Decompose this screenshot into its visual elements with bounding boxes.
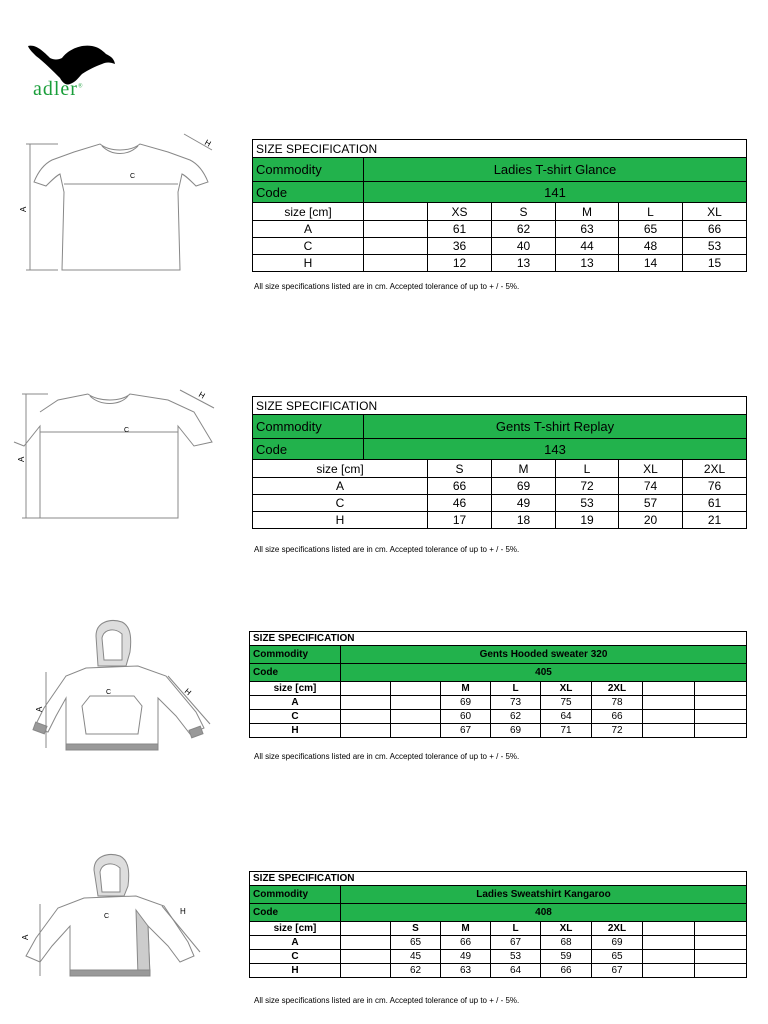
code-label: Code	[250, 664, 341, 682]
row-label: H	[253, 512, 428, 529]
value-cell: 60	[441, 710, 491, 724]
tolerance-note: All size specifications listed are in cm. Accepted tolerance of up to + / - 5%.	[254, 752, 520, 761]
size-label: size [cm]	[250, 682, 341, 696]
value-cell: 17	[428, 512, 492, 529]
size-cell	[341, 682, 391, 696]
size-cell: XL	[619, 460, 683, 478]
label-h: H	[203, 137, 213, 149]
size-table-product-4	[249, 871, 747, 978]
size-cell: L	[491, 922, 541, 936]
code-value: 405	[341, 664, 747, 682]
value-cell	[695, 724, 747, 738]
value-cell: 65	[619, 221, 683, 238]
value-cell: 12	[428, 255, 492, 272]
row-label: H	[250, 964, 341, 978]
size-table-product-3	[249, 631, 747, 738]
value-cell	[643, 936, 695, 950]
value-cell: 66	[683, 221, 747, 238]
value-cell	[391, 710, 441, 724]
value-cell: 45	[391, 950, 441, 964]
size-cell: XL	[541, 922, 592, 936]
value-cell: 66	[541, 964, 592, 978]
label-a: A	[21, 934, 30, 940]
label-a: A	[35, 706, 44, 712]
value-cell	[643, 964, 695, 978]
value-cell	[695, 696, 747, 710]
value-cell: 44	[556, 238, 619, 255]
value-cell: 69	[441, 696, 491, 710]
value-cell	[364, 255, 428, 272]
size-label: size [cm]	[253, 460, 428, 478]
value-cell: 57	[619, 495, 683, 512]
commodity-name: Gents T-shirt Replay	[364, 415, 747, 439]
row-label: C	[250, 950, 341, 964]
size-cell: L	[556, 460, 619, 478]
value-cell: 67	[491, 936, 541, 950]
value-cell	[364, 221, 428, 238]
value-cell	[341, 710, 391, 724]
value-cell: 67	[592, 964, 643, 978]
size-label: size [cm]	[250, 922, 341, 936]
value-cell: 62	[492, 221, 556, 238]
label-h: H	[197, 389, 207, 401]
value-cell	[391, 696, 441, 710]
value-cell: 20	[619, 512, 683, 529]
value-cell: 14	[619, 255, 683, 272]
value-cell	[341, 964, 391, 978]
value-cell	[643, 724, 695, 738]
size-cell	[364, 203, 428, 221]
label-a: A	[19, 206, 28, 212]
gents-tshirt-diagram	[18, 382, 230, 522]
row-label: H	[250, 724, 341, 738]
code-label: Code	[250, 904, 341, 922]
value-cell: 61	[428, 221, 492, 238]
value-cell: 74	[619, 478, 683, 495]
value-cell: 63	[441, 964, 491, 978]
code-label: Code	[253, 439, 364, 460]
value-cell: 53	[556, 495, 619, 512]
commodity-name: Ladies T-shirt Glance	[364, 158, 747, 182]
size-label: size [cm]	[253, 203, 364, 221]
value-cell: 66	[428, 478, 492, 495]
size-cell: S	[428, 460, 492, 478]
value-cell	[341, 936, 391, 950]
size-cell	[695, 922, 747, 936]
value-cell	[695, 710, 747, 724]
size-cell: 2XL	[683, 460, 747, 478]
code-value: 408	[341, 904, 747, 922]
commodity-name: Gents Hooded sweater 320	[341, 646, 747, 664]
size-cell	[643, 922, 695, 936]
value-cell: 13	[492, 255, 556, 272]
value-cell: 72	[556, 478, 619, 495]
size-cell: XL	[541, 682, 592, 696]
size-cell	[341, 922, 391, 936]
value-cell: 65	[391, 936, 441, 950]
value-cell: 75	[541, 696, 592, 710]
value-cell	[643, 696, 695, 710]
value-cell: 66	[441, 936, 491, 950]
size-cell: S	[492, 203, 556, 221]
size-cell	[391, 682, 441, 696]
size-cell: 2XL	[592, 922, 643, 936]
size-cell: XS	[428, 203, 492, 221]
value-cell: 15	[683, 255, 747, 272]
size-cell: M	[441, 922, 491, 936]
table-heading: SIZE SPECIFICATION	[253, 140, 747, 158]
ladies-sweatshirt-diagram	[18, 852, 210, 984]
value-cell: 71	[541, 724, 592, 738]
value-cell	[695, 950, 747, 964]
value-cell: 64	[491, 964, 541, 978]
value-cell: 18	[492, 512, 556, 529]
size-cell: M	[556, 203, 619, 221]
value-cell: 76	[683, 478, 747, 495]
value-cell: 73	[491, 696, 541, 710]
value-cell: 67	[441, 724, 491, 738]
row-label: C	[253, 495, 428, 512]
label-h: H	[180, 907, 186, 916]
value-cell: 49	[492, 495, 556, 512]
value-cell: 69	[491, 724, 541, 738]
value-cell: 40	[492, 238, 556, 255]
size-cell: M	[492, 460, 556, 478]
label-c: C	[106, 689, 112, 696]
value-cell: 63	[556, 221, 619, 238]
value-cell: 64	[541, 710, 592, 724]
size-cell: M	[441, 682, 491, 696]
label-h: H	[182, 686, 193, 698]
size-cell: S	[391, 922, 441, 936]
size-cell: XL	[683, 203, 747, 221]
value-cell	[341, 950, 391, 964]
value-cell: 13	[556, 255, 619, 272]
label-c: C	[104, 913, 110, 920]
table-heading: SIZE SPECIFICATION	[253, 397, 747, 415]
commodity-name: Ladies Sweatshirt Kangaroo	[341, 886, 747, 904]
code-value: 141	[364, 182, 747, 203]
value-cell: 46	[428, 495, 492, 512]
size-cell	[695, 682, 747, 696]
commodity-label: Commodity	[250, 646, 341, 664]
value-cell: 78	[592, 696, 643, 710]
size-cell: L	[491, 682, 541, 696]
value-cell: 68	[541, 936, 592, 950]
value-cell: 69	[592, 936, 643, 950]
table-heading: SIZE SPECIFICATION	[250, 632, 747, 646]
value-cell: 53	[683, 238, 747, 255]
value-cell: 62	[391, 964, 441, 978]
row-label: C	[253, 238, 364, 255]
value-cell	[643, 950, 695, 964]
value-cell: 49	[441, 950, 491, 964]
tolerance-note: All size specifications listed are in cm. Accepted tolerance of up to + / - 5%.	[254, 545, 520, 554]
value-cell: 72	[592, 724, 643, 738]
tolerance-note: All size specifications listed are in cm. Accepted tolerance of up to + / - 5%.	[254, 996, 520, 1005]
value-cell: 69	[492, 478, 556, 495]
value-cell: 66	[592, 710, 643, 724]
value-cell: 59	[541, 950, 592, 964]
value-cell: 53	[491, 950, 541, 964]
value-cell: 36	[428, 238, 492, 255]
brand-wordmark: adler®	[33, 78, 84, 100]
commodity-label: Commodity	[253, 158, 364, 182]
value-cell: 62	[491, 710, 541, 724]
ladies-tshirt-diagram	[18, 122, 230, 280]
code-value: 143	[364, 439, 747, 460]
value-cell	[391, 724, 441, 738]
row-label: A	[253, 478, 428, 495]
commodity-label: Commodity	[253, 415, 364, 439]
value-cell	[341, 696, 391, 710]
code-label: Code	[253, 182, 364, 203]
label-c: C	[130, 173, 136, 180]
gents-hooded-sweater-diagram	[26, 616, 218, 766]
value-cell: 19	[556, 512, 619, 529]
value-cell: 61	[683, 495, 747, 512]
value-cell: 21	[683, 512, 747, 529]
row-label: A	[253, 221, 364, 238]
value-cell	[695, 936, 747, 950]
size-cell: 2XL	[592, 682, 643, 696]
value-cell	[643, 710, 695, 724]
label-c: C	[124, 427, 130, 434]
value-cell	[364, 238, 428, 255]
commodity-label: Commodity	[250, 886, 341, 904]
row-label: C	[250, 710, 341, 724]
table-heading: SIZE SPECIFICATION	[250, 872, 747, 886]
row-label: A	[250, 696, 341, 710]
value-cell	[341, 724, 391, 738]
value-cell: 48	[619, 238, 683, 255]
value-cell	[695, 964, 747, 978]
size-table-product-1	[252, 139, 747, 272]
row-label: H	[253, 255, 364, 272]
size-cell	[643, 682, 695, 696]
tolerance-note: All size specifications listed are in cm. Accepted tolerance of up to + / - 5%.	[254, 282, 520, 291]
size-cell: L	[619, 203, 683, 221]
label-a: A	[17, 456, 26, 462]
value-cell: 65	[592, 950, 643, 964]
size-table-product-2	[252, 396, 747, 529]
row-label: A	[250, 936, 341, 950]
